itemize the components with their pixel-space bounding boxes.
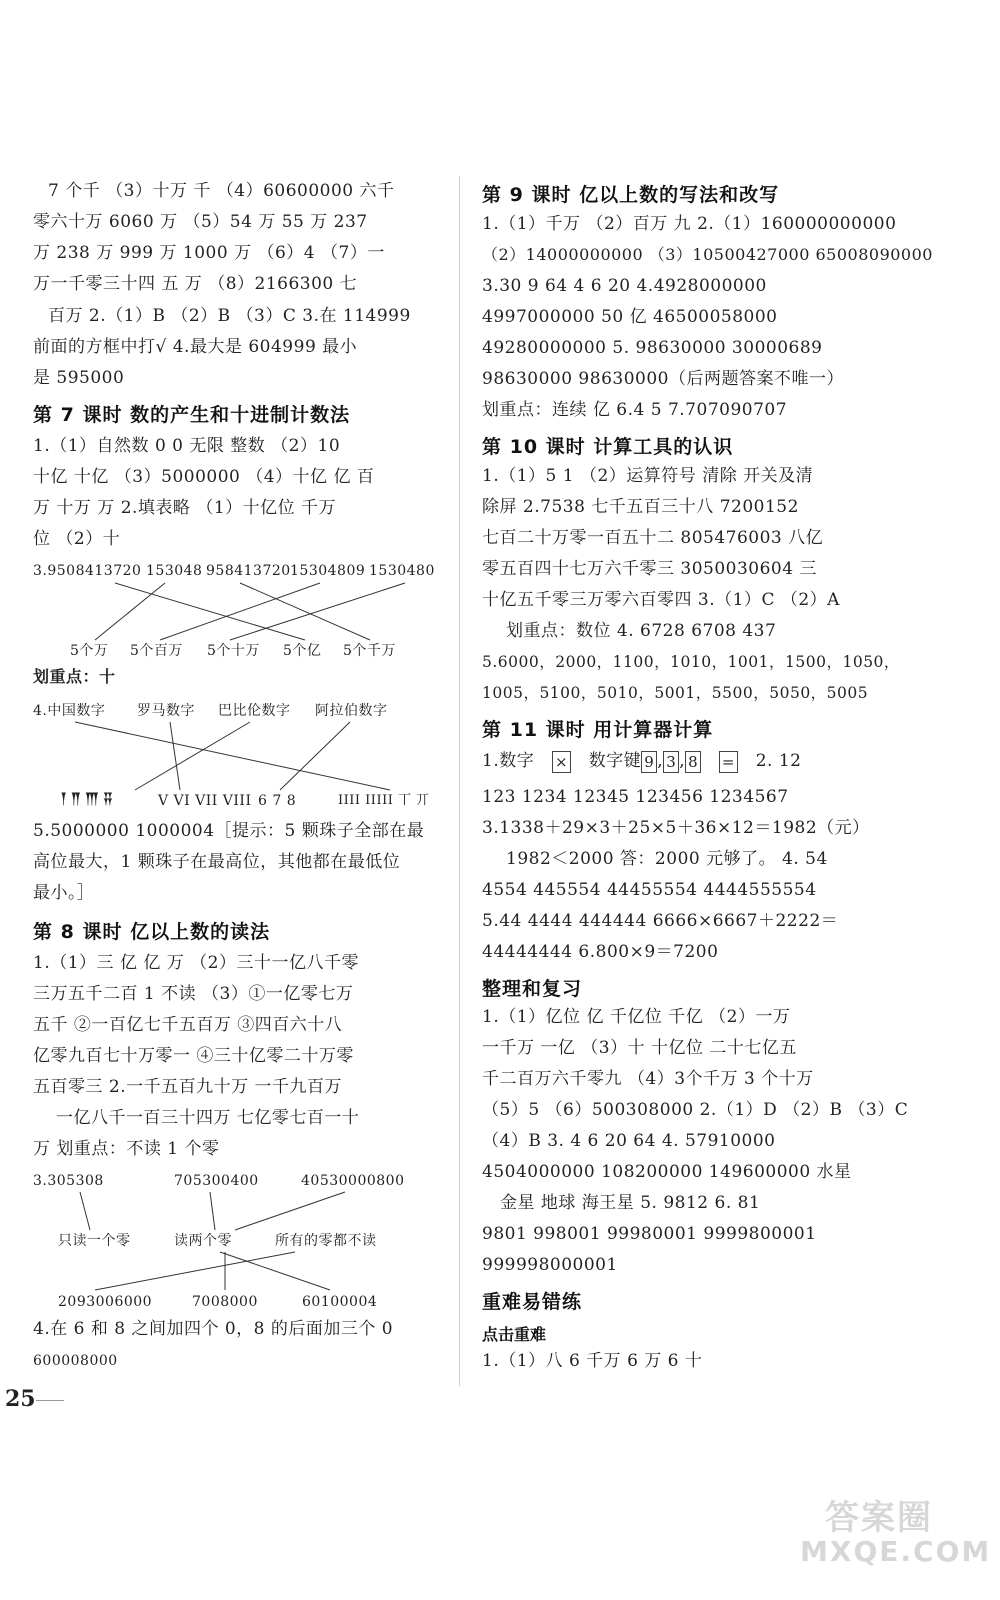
text-line: 十亿 十亿 （3）5000000 （4）十亿 亿 百 <box>33 467 375 487</box>
text-line: 零五百四十七万六千零三 3050030604 三 <box>482 559 817 579</box>
text-line: 万 238 万 999 万 1000 万 （6）4 （7）一 <box>33 243 385 263</box>
text-line: 1005，5100，5010，5001，5500，5050，5005 <box>482 684 869 702</box>
text-line: 1.（1）三 亿 亿 万 （2）三十一亿八千零 <box>33 953 359 973</box>
chinese-rod-numerals: IIII IIIII 丅 丌 <box>338 793 430 808</box>
clear-key-box: × <box>552 751 571 773</box>
key-box: 3 <box>663 751 679 773</box>
watermark-url: MXQE.COM <box>800 1535 992 1568</box>
match-number: 1530480 <box>369 563 435 579</box>
match-label: 阿拉伯数字 <box>315 703 388 719</box>
match-label: 只读一个零 <box>58 1233 131 1249</box>
match-line <box>95 1252 295 1290</box>
match-number: 40530000800 <box>301 1173 405 1189</box>
text-line: 十亿五千零三万零六百零四 3.（1）C （2）A <box>482 590 840 610</box>
match-label: 所有的零都不读 <box>275 1233 377 1249</box>
text-line: 1.（1）5 1 （2）运算符号 清除 开关及清 <box>482 466 814 486</box>
text-line: 零六十万 6060 万 （5）54 万 55 万 237 <box>33 212 368 232</box>
match-label: 4.中国数字 <box>33 703 106 719</box>
match-number: 3.305308 <box>33 1173 104 1189</box>
text-line: 百万 2.（1）B （2）B （3）C 3.在 114999 <box>48 306 411 326</box>
text-line: 五千 ②一百亿七千五百万 ③四百六十八 <box>33 1015 343 1035</box>
match-label: 5个百万 <box>130 643 183 659</box>
match-line <box>75 722 390 790</box>
match-line <box>95 583 165 640</box>
arabic-numerals: 6 7 8 <box>258 793 297 809</box>
text-line: 一千万 一亿 （3）十 十亿位 二十七亿五 <box>482 1038 797 1058</box>
text-line: 千二百万六千零九 （4）3个千万 3 个十万 <box>482 1069 814 1089</box>
match-number: 60100004 <box>302 1294 378 1310</box>
text-line: 位 （2）十 <box>33 529 121 549</box>
text-line: 金星 地球 海王星 5. 9812 6. 81 <box>500 1193 761 1213</box>
text-line: 万 划重点：不读 1 个零 <box>33 1139 220 1159</box>
text-line: 除屏 2.7538 七千五百三十八 7200152 <box>482 497 799 517</box>
match-label: 5个亿 <box>283 643 322 659</box>
text-line: 5.44 4444 444444 6666×6667＋2222＝ <box>482 911 839 931</box>
match-line <box>220 1252 330 1290</box>
match-line <box>115 583 305 640</box>
match-line <box>230 583 405 640</box>
text-line: 4504000000 108200000 149600000 水星 <box>482 1162 852 1182</box>
text-line: 5.5000000 1000004［提示：5 颗珠子全部在最 <box>33 821 425 841</box>
text-line: 44444444 6.800×9＝7200 <box>482 942 719 962</box>
match-label: 5个千万 <box>343 643 396 659</box>
text-line: 9801 998001 99980001 9999800001 <box>482 1224 817 1244</box>
text-line: 3.1338＋29×3＋25×5＋36×12＝1982（元） <box>482 818 870 838</box>
lesson-11-heading: 第 11 课时 用计算器计算 <box>482 719 714 741</box>
text-segment: 2. 12 <box>755 751 802 771</box>
text-line: （2）14000000000 （3）10500427000 65008090000 <box>482 245 933 264</box>
text-line: 万一千零三十四 五 万 （8）2166300 七 <box>33 274 358 294</box>
match-line <box>160 583 320 640</box>
text-line: 1.（1）自然数 0 0 无限 整数 （2）10 <box>33 436 341 456</box>
match-line <box>210 1192 215 1230</box>
text-line: 是 595000 <box>33 368 125 388</box>
match-label: 读两个零 <box>174 1233 232 1249</box>
page-number-rule <box>36 1400 64 1401</box>
text-line: 前面的方框中打√ 4.最大是 604999 最小 <box>33 337 358 357</box>
text-line: 4554 445554 44455554 4444555554 <box>482 880 817 900</box>
text-line: （5）5 （6）500308000 2.（1）D （2）B （3）C <box>482 1100 909 1120</box>
text-line: 高位最大，1 颗珠子在最高位，其他都在最低位 <box>33 852 401 872</box>
equals-key-box: = <box>719 751 738 773</box>
lesson-7-heading: 第 7 课时 数的产生和十进制计数法 <box>33 404 351 426</box>
review-heading: 整理和复习 <box>482 978 583 1000</box>
text-line: 4.在 6 和 8 之间加四个 0，8 的后面加三个 0 <box>33 1319 394 1339</box>
text-line: 七百二十万零一百五十二 805476003 八亿 <box>482 528 824 548</box>
text-line: 最小。］ <box>33 883 95 903</box>
babylonian-numerals: 𒐕𒐖𒐗𒐘 <box>60 793 117 808</box>
text-line: 划重点：连续 亿 6.4 5 7.707090707 <box>482 400 788 420</box>
text-segment: 1.数字 <box>482 751 535 771</box>
text-line: 49280000000 5. 98630000 30000689 <box>482 338 823 358</box>
match-number: 153048 <box>146 563 203 579</box>
lesson-8-heading: 第 8 课时 亿以上数的读法 <box>33 921 271 943</box>
match-line <box>280 722 350 790</box>
text-line: 1.（1）亿位 亿 千亿位 千亿 （2）一万 <box>482 1007 791 1027</box>
match-number: 958413720 <box>206 563 291 579</box>
text-line: 4997000000 50 亿 46500058000 <box>482 307 778 327</box>
text-line: 三万五千二百 1 不读 （3）①一亿零七万 <box>33 984 354 1004</box>
text-line: 1.（1）八 6 千万 6 万 6 十 <box>482 1351 703 1371</box>
match-number: 3.9508413720 <box>33 563 142 579</box>
match-line <box>135 722 250 790</box>
column-divider <box>459 176 460 1386</box>
hard-practice-heading: 重难易错练 <box>482 1291 583 1313</box>
text-line: 万 十万 万 2.填表略 （1）十亿位 千万 <box>33 498 337 518</box>
text-line: 7 个千 （3）十万 千 （4）60600000 六千 <box>48 181 395 201</box>
text-line: 1982＜2000 答：2000 元够了。 4. 54 <box>506 849 828 869</box>
text-segment: 数字键 <box>588 751 642 771</box>
page-number: 25 <box>5 1386 36 1412</box>
text-line: 600008000 <box>33 1353 118 1369</box>
match-line <box>235 1192 345 1230</box>
match-number: 705300400 <box>174 1173 259 1189</box>
match-label: 罗马数字 <box>137 703 195 719</box>
text-line: 999998000001 <box>482 1255 618 1275</box>
text-line: （4）B 3. 4 6 20 64 4. 57910000 <box>482 1131 776 1151</box>
match-number: 7008000 <box>192 1294 258 1310</box>
text-line: 5.6000，2000，1100，1010，1001，1500，1050， <box>482 653 900 671</box>
match-number: 15304809 <box>290 563 366 579</box>
lesson-9-heading: 第 9 课时 亿以上数的写法和改写 <box>482 184 780 206</box>
watermark-logo: 答案圈 <box>825 1498 933 1538</box>
calculator-keys-line: 1.数字 × 数字键 9 , 3 , 8 = 2. 12 <box>482 751 802 771</box>
key-point: 划重点：十 <box>33 667 116 686</box>
roman-numerals: V VI VII VIII <box>158 793 252 809</box>
match-line <box>240 583 370 640</box>
text-line: 划重点：数位 4. 6728 6708 437 <box>506 621 777 641</box>
match-label: 巴比伦数字 <box>218 703 291 719</box>
match-line <box>80 1192 90 1230</box>
match-number: 2093006000 <box>58 1294 153 1310</box>
text-line: 一亿八千一百三十四万 七亿零七百一十 <box>56 1108 360 1128</box>
match-label: 5个万 <box>70 643 109 659</box>
text-line: 98630000 98630000（后两题答案不唯一） <box>482 369 844 389</box>
text-line: 亿零九百七十万零一 ④三十亿零二十万零 <box>33 1046 354 1066</box>
text-line: 1.（1）千万 （2）百万 九 2.（1）160000000000 <box>482 214 897 234</box>
hard-practice-subheading: 点击重难 <box>482 1325 547 1344</box>
match-label: 5个十万 <box>207 643 260 659</box>
text-line: 五百零三 2.一千五百九十万 一千九百万 <box>33 1077 343 1097</box>
text-line: 3.30 9 64 4 6 20 4.4928000000 <box>482 276 767 296</box>
match-line <box>170 722 180 790</box>
key-box: 9 <box>641 751 657 773</box>
key-box: 8 <box>685 751 701 773</box>
text-line: 123 1234 12345 123456 1234567 <box>482 787 789 807</box>
lesson-10-heading: 第 10 课时 计算工具的认识 <box>482 436 734 458</box>
